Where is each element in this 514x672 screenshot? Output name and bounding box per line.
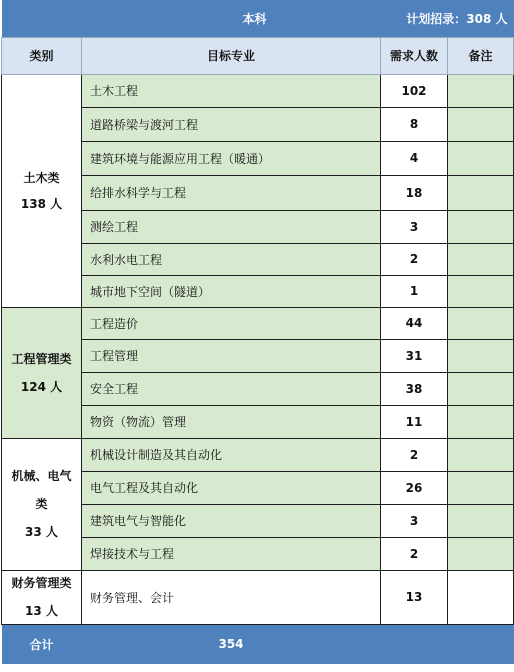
- level-title: 本科: [242, 11, 267, 26]
- demand-cell: 2: [381, 438, 448, 471]
- demand-cell: 4: [381, 141, 448, 175]
- category-name: 工程管理类: [11, 351, 72, 366]
- table-row: [2, 74, 514, 107]
- remark-cell: [448, 243, 514, 275]
- demand-cell: 102: [381, 74, 448, 107]
- column-header-row: [2, 37, 514, 74]
- major-cell: 给排水科学与工程: [82, 175, 381, 210]
- col-remark: 备注: [448, 37, 514, 74]
- total-row: [2, 624, 514, 664]
- category-mechanical-electrical: [2, 438, 82, 570]
- remark-cell: [448, 141, 514, 175]
- demand-cell: 3: [381, 210, 448, 243]
- major-cell: 土木工程: [82, 74, 381, 107]
- demand-cell: 44: [381, 307, 448, 339]
- remark-cell: [448, 372, 514, 405]
- major-cell: 机械设计制造及其自动化: [82, 438, 381, 471]
- col-category: 类别: [2, 37, 82, 74]
- demand-cell: 1: [381, 275, 448, 307]
- remark-cell: [448, 570, 514, 624]
- major-cell: 水利水电工程: [82, 243, 381, 275]
- recruitment-table: [1, 0, 514, 664]
- demand-cell: 31: [381, 339, 448, 372]
- total-filler: [381, 624, 514, 664]
- major-cell: 工程造价: [82, 307, 381, 339]
- major-cell: 安全工程: [82, 372, 381, 405]
- table-row: [2, 570, 514, 624]
- category-civil: [2, 74, 82, 307]
- remark-cell: [448, 537, 514, 570]
- remark-cell: [448, 107, 514, 141]
- remark-cell: [448, 175, 514, 210]
- col-major: 目标专业: [82, 37, 381, 74]
- major-cell: 道路桥梁与渡河工程: [82, 107, 381, 141]
- demand-cell: 26: [381, 471, 448, 504]
- category-engineering-management: [2, 307, 82, 438]
- category-name-line2: 类: [35, 497, 48, 511]
- category-count: 138 人: [20, 196, 63, 211]
- remark-cell: [448, 210, 514, 243]
- remark-cell: [448, 74, 514, 107]
- major-cell: 建筑电气与智能化: [82, 504, 381, 537]
- demand-cell: 2: [381, 537, 448, 570]
- major-cell: 城市地下空间（隧道）: [82, 275, 381, 307]
- demand-cell: 3: [381, 504, 448, 537]
- major-cell: 工程管理: [82, 339, 381, 372]
- demand-cell: 8: [381, 107, 448, 141]
- banner-row: [2, 0, 514, 37]
- remark-cell: [448, 471, 514, 504]
- category-count: 13 人: [25, 604, 58, 618]
- category-name: 财务管理类: [11, 576, 72, 590]
- category-name: 土木类: [23, 170, 60, 185]
- demand-cell: 18: [381, 175, 448, 210]
- major-cell: 测绘工程: [82, 210, 381, 243]
- remark-cell: [448, 307, 514, 339]
- category-count: 33 人: [25, 525, 58, 539]
- demand-cell: 2: [381, 243, 448, 275]
- category-name-line1: 机械、电气: [11, 469, 72, 483]
- category-finance: [2, 570, 82, 624]
- remark-cell: [448, 405, 514, 438]
- remark-cell: [448, 339, 514, 372]
- remark-cell: [448, 275, 514, 307]
- col-demand: 需求人数: [381, 37, 448, 74]
- table-row: [2, 307, 514, 339]
- total-label: 合计: [2, 624, 82, 664]
- demand-cell: 38: [381, 372, 448, 405]
- major-cell: 建筑环境与能源应用工程（暖通）: [82, 141, 381, 175]
- major-cell: 焊接技术与工程: [82, 537, 381, 570]
- demand-cell: 11: [381, 405, 448, 438]
- major-cell: 电气工程及其自动化: [82, 471, 381, 504]
- major-cell: 财务管理、会计: [82, 570, 381, 624]
- category-count: 124 人: [20, 379, 63, 394]
- remark-cell: [448, 504, 514, 537]
- table-row: [2, 438, 514, 471]
- remark-cell: [448, 438, 514, 471]
- total-value: 354: [82, 624, 381, 664]
- major-cell: 物资（物流）管理: [82, 405, 381, 438]
- plan-label: 计划招录：308 人: [406, 11, 508, 26]
- demand-cell: 13: [381, 570, 448, 624]
